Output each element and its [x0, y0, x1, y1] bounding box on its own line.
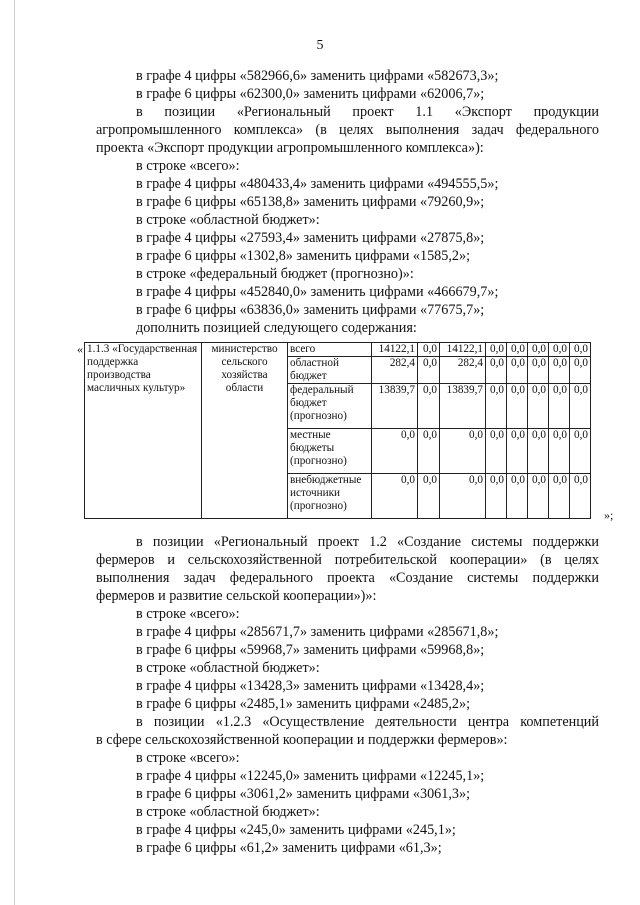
value-cell: 0,0: [570, 343, 591, 357]
value-cell: 0,0: [549, 384, 570, 429]
value-cell: 0,0: [528, 429, 549, 474]
value-cell: 0,0: [507, 343, 528, 357]
text-line: в строке «всего»:: [136, 158, 240, 174]
source-cell: местные бюджеты (прогнозно): [288, 429, 372, 474]
text-line: в графе 4 цифры «480433,4» заменить цифрами «494555,5»;: [136, 176, 499, 192]
text-line: в графе 4 цифры «452840,0» заменить цифрами «466679,7»;: [136, 284, 499, 300]
text-line: в строке «федеральный бюджет (прогнозно)»:: [136, 266, 414, 282]
source-cell: внебюджетные источники (прогнозно): [288, 474, 372, 519]
table-row: [85, 343, 591, 357]
value-cell: 0,0: [570, 384, 591, 429]
value-cell: 13839,7: [440, 384, 486, 429]
value-cell: 0,0: [570, 429, 591, 474]
value-cell: 0,0: [418, 357, 440, 384]
justified-line: выполнения задач федерального проекта «Создание системы поддержки: [96, 570, 599, 586]
text-line: в графе 6 цифры «1302,8» заменить цифрами «1585,2»;: [136, 248, 471, 264]
value-cell: 0,0: [507, 384, 528, 429]
value-cell: 0,0: [418, 384, 440, 429]
value-cell: 0,0: [549, 343, 570, 357]
program-table: [84, 342, 591, 519]
text-line: дополнить позицией следующего содержания:: [136, 320, 417, 336]
value-cell: 0,0: [528, 384, 549, 429]
value-cell: 0,0: [486, 357, 507, 384]
value-cell: 0,0: [486, 343, 507, 357]
table-close-quote: »;: [604, 508, 614, 522]
page-edge-line: [14, 0, 15, 905]
justified-line: в позиции «Региональный проект 1.1 «Экспорт продукции: [136, 104, 599, 120]
text-line: в графе 4 цифры «27593,4» заменить цифрами «27875,8»;: [136, 230, 485, 246]
value-cell: 0,0: [570, 474, 591, 519]
page-number: 5: [316, 38, 324, 53]
source-cell: федеральный бюджет (прогнозно): [288, 384, 372, 429]
justified-line: фермеров и сельскохозяйственной потребительской кооперации» (в целях: [96, 552, 599, 568]
value-cell: 0,0: [486, 474, 507, 519]
value-cell: 0,0: [418, 429, 440, 474]
value-cell: 0,0: [507, 474, 528, 519]
text-line: в графе 4 цифры «245,0» заменить цифрами «245,1»;: [136, 822, 456, 838]
value-cell: 0,0: [440, 474, 486, 519]
source-cell: областной бюджет: [288, 357, 372, 384]
text-line: проекта «Экспорт продукции агропромышленного комплекса»):: [96, 140, 484, 156]
text-line: в строке «всего»:: [136, 606, 240, 622]
text-line: в строке «областной бюджет»:: [136, 212, 320, 228]
value-cell: 0,0: [440, 429, 486, 474]
text-line: в графе 4 цифры «13428,3» заменить цифрами «13428,4»;: [136, 678, 485, 694]
value-cell: 0,0: [372, 474, 418, 519]
value-cell: 0,0: [418, 474, 440, 519]
text-line: в графе 6 цифры «65138,8» заменить цифрами «79260,9»;: [136, 194, 485, 210]
value-cell: 13839,7: [372, 384, 418, 429]
text-line: в графе 4 цифры «12245,0» заменить цифрами «12245,1»;: [136, 768, 485, 784]
text-line: в строке «областной бюджет»:: [136, 804, 320, 820]
text-line: в сфере сельскохозяйственной кооперации и поддержки фермеров»:: [96, 732, 508, 748]
value-cell: 0,0: [507, 429, 528, 474]
value-cell: 0,0: [418, 343, 440, 357]
value-cell: 0,0: [549, 474, 570, 519]
justified-line: агропромышленного комплекса» (в целях выполнения задач федерального: [96, 122, 599, 138]
value-cell: 0,0: [507, 357, 528, 384]
table-open-quote: «: [77, 342, 83, 356]
text-line: в графе 6 цифры «3061,2» заменить цифрами «3061,3»;: [136, 786, 471, 802]
text-line: в графе 6 цифры «61,2» заменить цифрами «61,3»;: [136, 840, 442, 856]
value-cell: 0,0: [486, 429, 507, 474]
text-line: в строке «всего»:: [136, 750, 240, 766]
executor-cell: министерство сельского хозяйства области: [202, 343, 288, 519]
text-line: в графе 6 цифры «59968,7» заменить цифрами «59968,8»;: [136, 642, 485, 658]
text-line: в графе 6 цифры «63836,0» заменить цифрами «77675,7»;: [136, 302, 485, 318]
source-cell: всего: [288, 343, 372, 357]
value-cell: 0,0: [486, 384, 507, 429]
position-name-cell: 1.1.3 «Государственная поддержка производства масличных культур»: [85, 343, 202, 519]
justified-line: в позиции «Региональный проект 1.2 «Создание системы поддержки: [136, 534, 599, 550]
value-cell: 0,0: [528, 357, 549, 384]
text-line: в графе 4 цифры «285671,7» заменить цифрами «285671,8»;: [136, 624, 499, 640]
value-cell: 0,0: [528, 343, 549, 357]
value-cell: 0,0: [372, 429, 418, 474]
justified-line: в позиции «1.2.3 «Осуществление деятельности центра компетенций: [136, 714, 599, 730]
value-cell: 14122,1: [440, 343, 486, 357]
text-line: в графе 6 цифры «62300,0» заменить цифрами «62006,7»;: [136, 86, 485, 102]
value-cell: 282,4: [440, 357, 486, 384]
value-cell: 0,0: [549, 357, 570, 384]
value-cell: 282,4: [372, 357, 418, 384]
text-line: в графе 4 цифры «582966,6» заменить цифрами «582673,3»;: [136, 68, 499, 84]
value-cell: 0,0: [549, 429, 570, 474]
value-cell: 0,0: [528, 474, 549, 519]
value-cell: 14122,1: [372, 343, 418, 357]
text-line: в графе 6 цифры «2485,1» заменить цифрами «2485,2»;: [136, 696, 471, 712]
text-line: фермеров и развитие сельской кооперации»)»:: [96, 588, 377, 604]
text-line: в строке «областной бюджет»:: [136, 660, 320, 676]
value-cell: 0,0: [570, 357, 591, 384]
